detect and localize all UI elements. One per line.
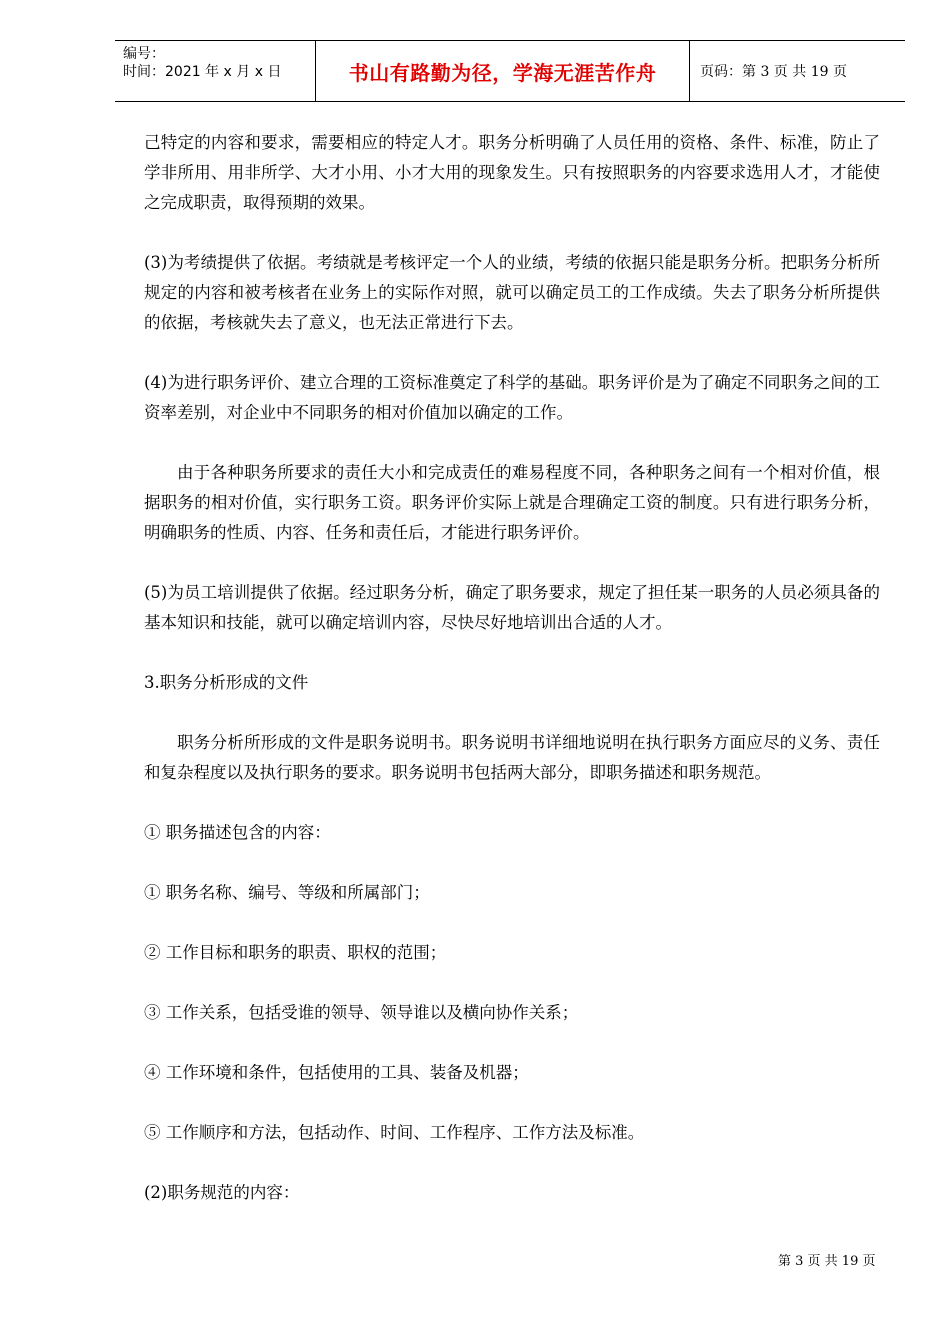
list-heading: (2)职务规范的内容： bbox=[144, 1183, 300, 1202]
time-label: 时间：2021 年 x 月 x 日 bbox=[123, 64, 282, 80]
paragraph: 由于各种职务所要求的责任大小和完成责任的难易程度不同，各种职务之间有一个相对价值，根据职务的相对价值，实行职务工资。职务评价实际上就是合理确定工资的制度。只有进行职务分析，明确职务的性质、内容、任务和责任后，才能进行职务评价。 bbox=[144, 463, 880, 542]
paragraph: (3)为考绩提供了依据。考绩就是考核评定一个人的业绩，考绩的依据只能是职务分析。把职务分析所规定的内容和被考核者在业务上的实际作对照，就可以确定员工的工作成绩。失去了职务分析所提供的依据，考核就失去了意义，也无法正常进行下去。 bbox=[144, 253, 880, 332]
list-item: ③ 工作关系，包括受谁的领导、领导谁以及横向协作关系； bbox=[144, 1003, 579, 1022]
list-heading: ① 职务描述包含的内容： bbox=[144, 823, 331, 842]
list-item: ② 工作目标和职务的职责、职权的范围； bbox=[144, 943, 447, 962]
paragraph: 己特定的内容和要求，需要相应的特定人才。职务分析明确了人员任用的资格、条件、标准，防止了学非所用、用非所学、大才小用、小才大用的现象发生。只有按照职务的内容要求选用人才，才能使之完成职责，取得预期的效果。 bbox=[144, 133, 880, 212]
document-body bbox=[144, 128, 880, 1208]
paragraph: 职务分析所形成的文件是职务说明书。职务说明书详细地说明在执行职务方面应尽的义务、责任和复杂程度以及执行职务的要求。职务说明书包括两大部分，即职务描述和职务规范。 bbox=[144, 733, 880, 782]
section-heading: 3.职务分析形成的文件 bbox=[144, 673, 309, 692]
header-page-info: 页码：第 3 页 共 19 页 bbox=[700, 64, 847, 80]
motto: 书山有路勤为径，学海无涯苦作舟 bbox=[348, 60, 657, 85]
number-label: 编号： bbox=[123, 46, 165, 62]
header-meta bbox=[115, 41, 316, 101]
paragraph: (5)为员工培训提供了依据。经过职务分析，确定了职务要求，规定了担任某一职务的人员必须具备的基本知识和技能，就可以确定培训内容，尽快尽好地培训出合适的人才。 bbox=[144, 583, 880, 632]
list-item: ⑤ 工作顺序和方法，包括动作、时间、工作程序、工作方法及标准。 bbox=[144, 1123, 645, 1142]
header-motto-cell bbox=[316, 41, 690, 101]
page-footer: 第 3 页 共 19 页 bbox=[778, 1254, 876, 1269]
list-item: ① 职务名称、编号、等级和所属部门； bbox=[144, 883, 430, 902]
list-item: ④ 工作环境和条件，包括使用的工具、装备及机器； bbox=[144, 1063, 529, 1082]
paragraph: (4)为进行职务评价、建立合理的工资标准奠定了科学的基础。职务评价是为了确定不同职务之间的工资率差别，对企业中不同职务的相对价值加以确定的工作。 bbox=[144, 373, 880, 422]
page-header bbox=[115, 40, 905, 102]
